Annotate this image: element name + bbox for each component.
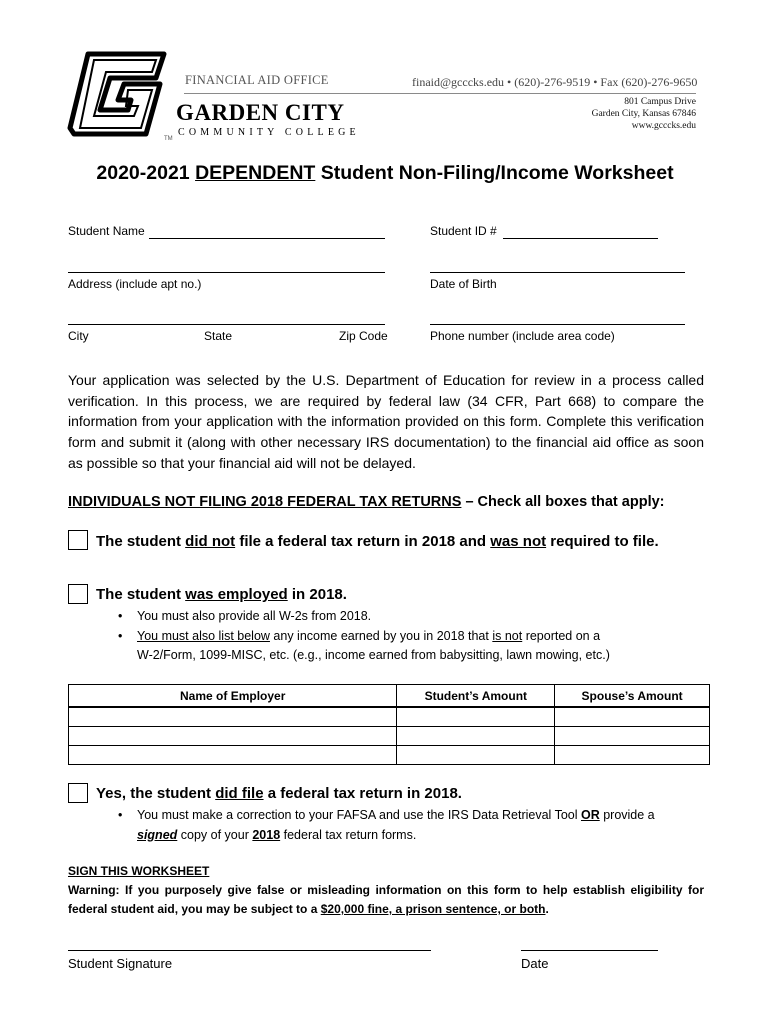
state-label: State: [204, 329, 233, 343]
student-name-field[interactable]: [149, 238, 385, 239]
option-did-not-file-label: [96, 533, 659, 550]
warning-part: .: [545, 902, 549, 916]
label-part: in 2018.: [287, 586, 347, 603]
bullet-glyph: •: [118, 808, 123, 822]
bullet-emphasis: signed: [137, 827, 178, 842]
address-field[interactable]: [68, 272, 385, 273]
column-header: Student’s Amount: [397, 685, 555, 708]
college-address: [592, 96, 696, 132]
warning-part: Warning: If you purposely give false or misleading information on this form to help establish eligibility for federal student aid, you may be subject to a: [68, 883, 704, 916]
label-emphasis: was employed: [185, 586, 288, 603]
section-heading: [68, 494, 665, 510]
warning-emphasis: $20,000 fine, a prison sentence, or both: [320, 902, 546, 916]
bullet-emphasis: OR: [580, 808, 600, 822]
checkbox-was-employed[interactable]: [68, 584, 88, 604]
city-label: City: [68, 329, 89, 343]
office-name: FINANCIAL AID OFFICE: [185, 73, 329, 87]
college-subtitle: COMMUNITY COLLEGE: [178, 127, 360, 138]
signature-field[interactable]: [68, 950, 431, 951]
bullet-text: provide a: [599, 808, 655, 822]
signature-label: Student Signature: [68, 956, 173, 971]
label-part: file a federal tax return in 2018 and: [235, 533, 491, 550]
option-was-employed-label: [96, 586, 347, 603]
bullet-text: federal tax return forms.: [280, 827, 417, 842]
trademark-mark: TM: [164, 136, 173, 142]
intro-paragraph: Your application was selected by the U.S. Department of Education for review in a process called verification. In this process, we are required by federal law (34 CFR, Part 668) to compare the information from your application with the information provided on this form. Complete this verification form and submit it (along with other necessary IRS documentation) to the financial aid office as soon as possible so that your financial aid will not be delayed.: [68, 372, 704, 471]
section-title: INDIVIDUALS NOT FILING 2018 FEDERAL TAX RETURNS: [68, 494, 462, 510]
title-emphasis: DEPENDENT: [195, 162, 316, 184]
bullet-emphasis: You must also list below: [137, 628, 270, 643]
employer-name-cell[interactable]: [69, 727, 397, 746]
list-item: [115, 806, 715, 845]
bullet-glyph: •: [118, 609, 123, 623]
employer-name-cell[interactable]: [69, 746, 397, 765]
checkbox-did-file[interactable]: [68, 783, 88, 803]
list-item: [115, 627, 715, 666]
list-item: [115, 607, 715, 627]
checkbox-did-not-file[interactable]: [68, 530, 88, 550]
header-rule: [184, 93, 696, 94]
table-row: [69, 746, 710, 765]
bullet-text: You must also provide all W-2s from 2018.: [137, 609, 372, 623]
label-emphasis: was not: [490, 533, 547, 550]
spouse-amount-cell[interactable]: [555, 746, 710, 765]
date-label: Date: [521, 956, 549, 971]
college-name: GARDEN CITY: [176, 100, 345, 125]
college-logo: [66, 48, 170, 140]
bullet-text: W-2/Form, 1099-MISC, etc. (e.g., income earned from babysitting, lawn mowing, etc.): [137, 648, 610, 662]
label-part: a federal tax return in 2018.: [263, 785, 462, 802]
student-amount-cell[interactable]: [397, 746, 555, 765]
bullet-emphasis: is not: [492, 628, 523, 643]
employer-name-cell[interactable]: [69, 707, 397, 727]
address-label: Address (include apt no.): [68, 277, 202, 291]
bullet-text: copy of your: [177, 827, 253, 842]
phone-label: Phone number (include area code): [430, 329, 615, 343]
spouse-amount-cell[interactable]: [555, 707, 710, 727]
label-part: Yes, the student: [96, 785, 216, 802]
label-part: The student: [96, 586, 186, 603]
title-part: 2020-2021: [96, 162, 196, 184]
did-file-instructions: [115, 806, 715, 845]
bullet-text: You must make a correction to your FAFSA and use the IRS Data Retrieval Tool: [137, 808, 581, 822]
employment-instructions: [115, 607, 715, 666]
worksheet-title: [0, 162, 770, 185]
student-id-field[interactable]: [503, 238, 658, 239]
option-did-file-label: [96, 785, 462, 802]
bullet-emphasis: 2018: [252, 827, 281, 842]
address-line: Garden City, Kansas 67846: [591, 109, 696, 119]
bullet-glyph: •: [118, 628, 123, 643]
spouse-amount-cell[interactable]: [555, 727, 710, 746]
address-line: www.gcccks.edu: [631, 121, 696, 131]
sign-heading: SIGN THIS WORKSHEET: [68, 864, 210, 878]
table-row: [69, 727, 710, 746]
label-part: required to file.: [546, 533, 659, 550]
contact-info: finaid@gcccks.edu • (620)-276-9519 • Fax (620)-276-9650: [412, 75, 698, 89]
address-line: 801 Campus Drive: [624, 97, 696, 107]
zip-label: Zip Code: [339, 329, 388, 343]
section-instruction: – Check all boxes that apply:: [461, 494, 665, 510]
bullet-text: any income earned by you in 2018 that: [269, 628, 493, 643]
student-id-label: Student ID #: [430, 224, 497, 238]
student-amount-cell[interactable]: [397, 707, 555, 727]
warning-text: [68, 881, 704, 919]
date-field[interactable]: [521, 950, 658, 951]
bullet-text: reported on a: [522, 628, 601, 643]
dob-label: Date of Birth: [430, 277, 497, 291]
label-emphasis: did file: [215, 785, 264, 802]
title-part: Student Non-Filing/Income Worksheet: [315, 162, 674, 184]
city-state-zip-field[interactable]: [68, 324, 385, 325]
student-amount-cell[interactable]: [397, 727, 555, 746]
employer-table: [68, 684, 710, 765]
column-header: Spouse’s Amount: [555, 685, 710, 708]
table-header-row: [69, 685, 710, 708]
phone-field[interactable]: [430, 324, 685, 325]
label-emphasis: did not: [185, 533, 236, 550]
table-row: [69, 707, 710, 727]
student-name-label: Student Name: [68, 224, 145, 238]
label-part: The student: [96, 533, 186, 550]
dob-field[interactable]: [430, 272, 685, 273]
column-header: Name of Employer: [69, 685, 397, 708]
